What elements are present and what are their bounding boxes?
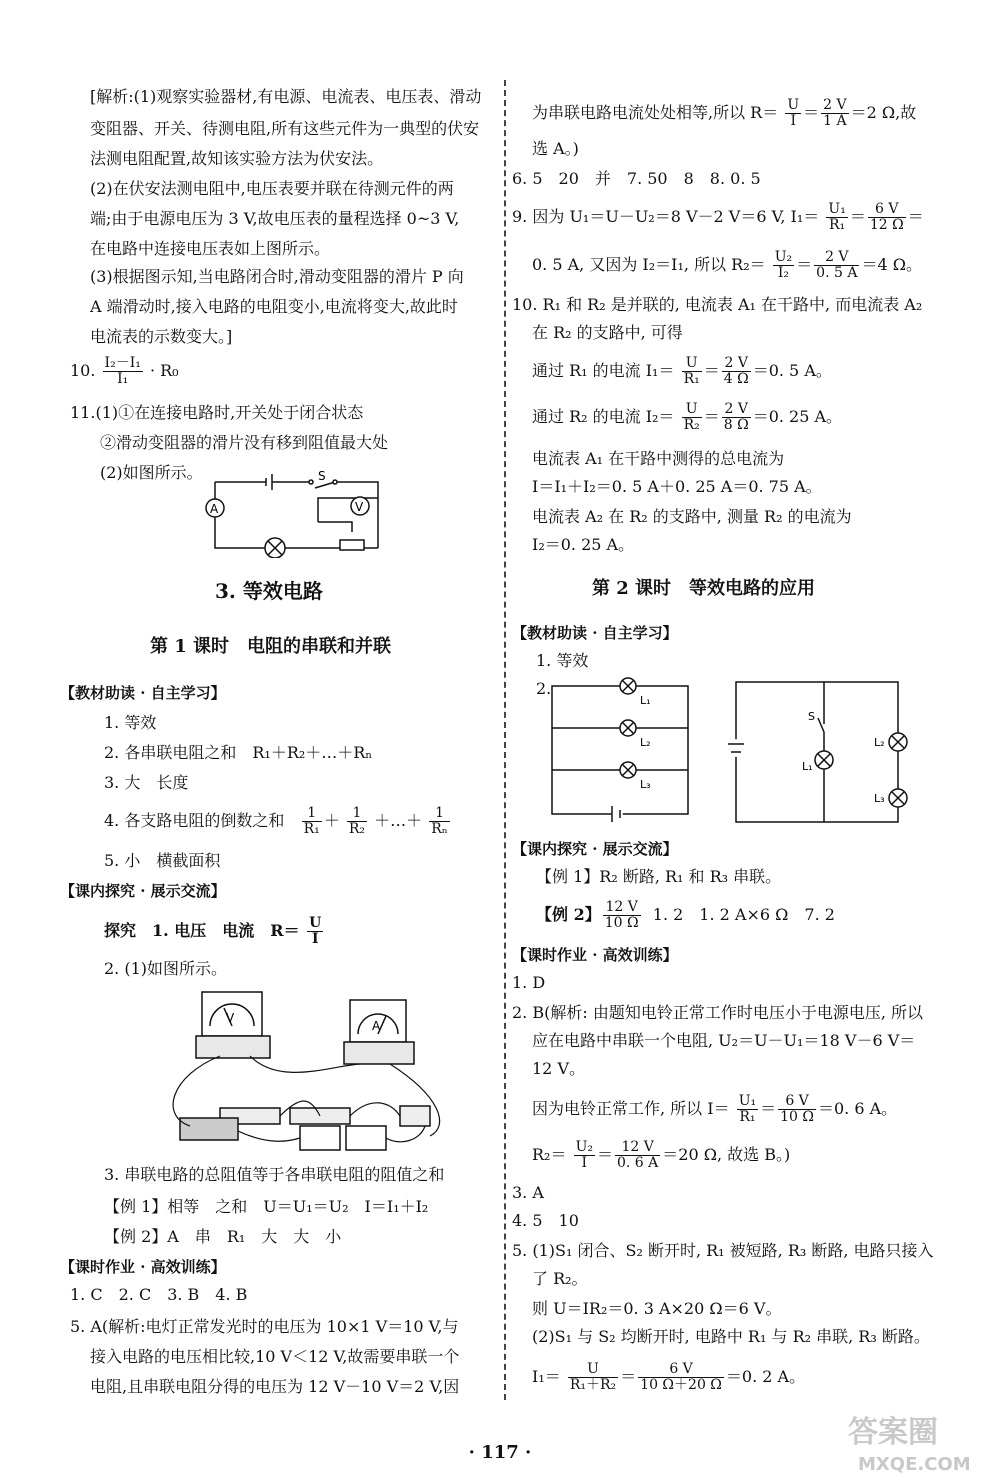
analysis-line: 变阻器、开关、待测电阻,所有这些元件为一典型的伏安 xyxy=(90,119,480,138)
page-number: · 117 · xyxy=(468,1442,532,1463)
answer-line: 0. 5 A, 又因为 I₂＝I₁, 所以 R₂＝ $\frac{\text{U₂}}{\text{I₂}}$ ＝ $\frac{2 V}{0. 5 A}$ ＝4 Ω。 xyxy=(532,249,922,281)
analysis-line: A 端滑动时,接入电路的电阻变小,电流将变大,故此时 xyxy=(90,297,458,316)
homework-line: (2)S₁ 与 S₂ 均断开时, 电路中 R₁ 与 R₂ 串联, R₃ 断路。 xyxy=(532,1327,930,1346)
q11-line: ②滑动变阻器的滑片没有移到阻值最大处 xyxy=(100,433,389,452)
switch-label: S xyxy=(808,710,815,723)
answer-line: 4. 各支路电阻的倒数之和 $\frac{1}{\text{R₁}}$ ＋ $\frac{1}{\text{R₂}}$ ＋…＋ $\frac{1}{\text{Rₙ}}$ xyxy=(104,805,448,837)
watermark-url: MXQE.COM xyxy=(858,1454,971,1475)
watermark-logo xyxy=(840,1400,990,1480)
answer-line: 2. xyxy=(536,679,552,698)
lamp-label: L₃ xyxy=(874,792,885,805)
lamp-label: L₁ xyxy=(640,694,651,707)
answer-line: 为串联电路电流处处相等,所以 R＝ $\frac{U}{I}$ ＝ $\frac{2 V}{1 A}$ ＝2 Ω,故 xyxy=(532,97,917,129)
analysis-line: [解析:(1)观察实验器材,有电源、电流表、电压表、滑动 xyxy=(90,87,482,106)
answer-line: 10. R₁ 和 R₂ 是并联的, 电流表 A₁ 在干路中, 而电流表 A₂ xyxy=(512,295,923,314)
homework-line: 因为电铃正常工作, 所以 I＝ $\frac{\text{U₁}}{\text{R₁}}$ ＝ $\frac{6 V}{10 \Omega}$ ＝0. 6 A。 xyxy=(532,1093,898,1125)
section-tag: 【课时作业 · 高效训练】 xyxy=(512,946,678,964)
q11-line: (2)如图所示。 xyxy=(100,463,203,482)
section-tag: 【教材助读 · 自主学习】 xyxy=(60,684,226,702)
homework-line: 12 V。 xyxy=(532,1059,586,1078)
answer-line: 电流表 A₂ 在 R₂ 的支路中, 测量 R₂ 的电流为 xyxy=(532,507,852,526)
section-tag: 【课内探究 · 展示交流】 xyxy=(512,840,678,858)
voltmeter-face-label: V xyxy=(226,1011,235,1025)
circuit-diagram-1 xyxy=(200,470,390,558)
answer-line: 电流表 A₁ 在干路中测得的总电流为 xyxy=(532,449,785,468)
answer-line: 在 R₂ 的支路中, 可得 xyxy=(532,323,683,342)
homework-line: 3. A xyxy=(512,1183,544,1202)
lab-apparatus-figure xyxy=(150,986,490,1156)
explore-line: 3. 串联电路的总阻值等于各串联电阻的阻值之和 xyxy=(104,1165,445,1184)
ammeter-label: A xyxy=(210,502,219,516)
answer-line: 9. 因为 U₁＝U－U₂＝8 V－2 V＝6 V, I₁＝ $\frac{\text{U₁}}{\text{R₁}}$ ＝ $\frac{6 V}{12 \Omega}$ ＝ xyxy=(512,201,924,233)
q10-answer: 10. $\frac{\text{I₂－I₁}}{\text{I₁}}$ · R₀ xyxy=(70,355,179,387)
switch-circuit-figure xyxy=(728,674,908,828)
homework-line: 4. 5 10 xyxy=(512,1211,579,1230)
explore-line: 2. (1)如图所示。 xyxy=(104,959,228,978)
homework-line: 1. C 2. C 3. B 4. B xyxy=(70,1285,248,1304)
voltmeter-label: V xyxy=(355,500,364,514)
homework-line: 1. D xyxy=(512,973,546,992)
answer-line: 1. 等效 xyxy=(536,651,589,670)
homework-line: 了 R₂。 xyxy=(532,1269,588,1288)
example-line: 【例 1】相等 之和 U＝U₁＝U₂ I＝I₁＋I₂ xyxy=(104,1197,429,1216)
lesson-title: 第 1 课时 电阻的串联和并联 xyxy=(150,636,392,657)
homework-line: 5. A(解析:电灯正常发光时的电压为 10×1 V＝10 V,与 xyxy=(70,1317,459,1336)
lamp-label: L₃ xyxy=(640,778,651,791)
column-divider xyxy=(504,80,506,1400)
lamp-label: L₂ xyxy=(874,736,885,749)
watermark-text: 答案圈 xyxy=(848,1415,938,1450)
answer-line: 5. 小 横截面积 xyxy=(104,851,221,870)
answer-line: 3. 大 长度 xyxy=(104,773,189,792)
lesson-title: 第 2 课时 等效电路的应用 xyxy=(592,578,816,599)
homework-line: 接入电路的电压相比较,10 V＜12 V,故需要串联一个 xyxy=(90,1347,460,1366)
answer-line: 1. 等效 xyxy=(104,713,157,732)
homework-line: R₂＝ $\frac{\text{U₂}}{I}$ ＝ $\frac{12 V}{0. 6 A}$ ＝20 Ω, 故选 B。) xyxy=(532,1139,791,1171)
analysis-line: 法测电阻配置,故知该实验方法为伏安法。 xyxy=(90,149,384,168)
answer-line: I＝I₁＋I₂＝0. 5 A＋0. 25 A＝0. 75 A。 xyxy=(532,477,822,496)
homework-line: 则 U＝IR₂＝0. 3 A×20 Ω＝6 V。 xyxy=(532,1299,782,1318)
homework-line: 2. B(解析: 由题知电铃正常工作时电压小于电源电压, 所以 xyxy=(512,1003,924,1022)
section-title: 3. 等效电路 xyxy=(215,579,323,603)
homework-line: 应在电路中串联一个电阻, U₂＝U－U₁＝18 V－6 V＝ xyxy=(532,1031,916,1050)
example-line: 【例 1】R₂ 断路, R₁ 和 R₃ 串联。 xyxy=(536,867,782,886)
q11-line: 11.(1)①在连接电路时,开关处于闭合状态 xyxy=(70,403,364,422)
analysis-line: (2)在伏安法测电阻中,电压表要并联在待测元件的两 xyxy=(90,179,454,198)
lamp-label: L₂ xyxy=(640,736,651,749)
homework-line: 电阻,且串联电阻分得的电压为 12 V－10 V＝2 V,因 xyxy=(90,1377,460,1396)
section-tag: 【课内探究 · 展示交流】 xyxy=(60,882,226,900)
analysis-line: 在电路中连接电压表如上图所示。 xyxy=(90,239,331,258)
example-line: 【例 2】 $\frac{12 V}{10 \Omega}$ 1. 2 1. 2 A×6 Ω 7. 2 xyxy=(536,899,835,931)
homework-line: 5. (1)S₁ 闭合、S₂ 断开时, R₁ 被短路, R₃ 断路, 电路只接入 xyxy=(512,1241,934,1260)
answer-line: 选 A。) xyxy=(532,139,579,158)
section-tag: 【课时作业 · 高效训练】 xyxy=(60,1258,226,1276)
parallel-circuit-figure xyxy=(548,676,708,824)
ammeter-face-label: A xyxy=(372,1019,381,1033)
example-line: 【例 2】A 串 R₁ 大 大 小 xyxy=(104,1227,342,1246)
lamp-label: L₁ xyxy=(802,760,813,773)
answer-line: 2. 各串联电阻之和 R₁＋R₂＋…＋Rₙ xyxy=(104,743,373,762)
answer-line: 6. 5 20 并 7. 50 8 8. 0. 5 xyxy=(512,169,761,188)
switch-label: S xyxy=(318,470,326,483)
analysis-line: (3)根据图示知,当电路闭合时,滑动变阻器的滑片 P 向 xyxy=(90,267,464,286)
explore-line: 探究 1. 电压 电流 R＝ $\frac{U}{I}$ xyxy=(104,915,322,947)
answer-line: I₂＝0. 25 A。 xyxy=(532,535,635,554)
analysis-line: 电流表的示数变大。] xyxy=(90,327,233,346)
section-tag: 【教材助读 · 自主学习】 xyxy=(512,624,678,642)
answer-line: 通过 R₁ 的电流 I₁＝ $\frac{U}{\text{R₁}}$ ＝ $\frac{2 V}{4 \Omega}$ ＝0. 5 A。 xyxy=(532,355,832,387)
answer-line: 通过 R₂ 的电流 I₂＝ $\frac{U}{\text{R₂}}$ ＝ $\frac{2 V}{8 \Omega}$ ＝0. 25 A。 xyxy=(532,401,843,433)
analysis-line: 端;由于电源电压为 3 V,故电压表的量程选择 0~3 V, xyxy=(90,209,460,228)
homework-line: I₁＝ $\frac{U}{\text{R₁＋R₂}}$ ＝ $\frac{6 V}{10 \Omega+20 \Omega}$ ＝0. 2 A。 xyxy=(532,1361,806,1393)
